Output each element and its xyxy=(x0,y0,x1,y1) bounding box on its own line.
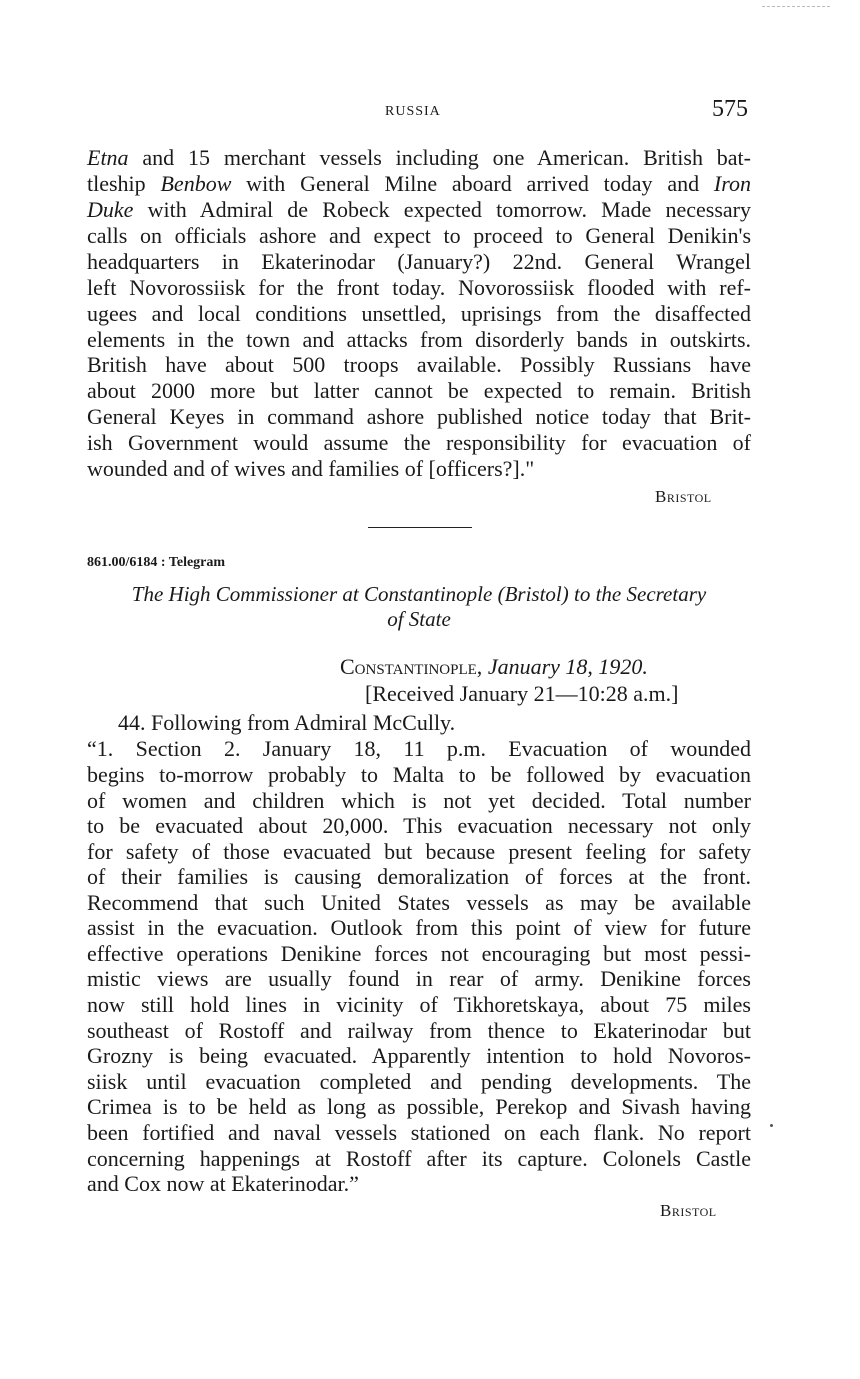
telegram-line-14: siisk until evacuation completed and pending developments. The xyxy=(87,1069,751,1094)
signature: Bristol xyxy=(660,1201,717,1220)
body-line-3: Duke with Admiral de Robeck expected tomorrow. Made necessary xyxy=(87,197,751,222)
scan-edge-mark xyxy=(762,6,830,7)
telegram-line-11: now still hold lines in vicinity of Tikhoretskaya, about 75 miles xyxy=(87,992,751,1017)
body-line-8: elements in the town and attacks from disorderly bands in outskirts. xyxy=(87,327,751,352)
received-note: [Received January 21—10:28 a.m.] xyxy=(365,681,679,706)
telegram-line-16: been fortified and naval vessels stationed on each flank. No report xyxy=(87,1120,751,1145)
telegram-line-3: of women and children which is not yet decided. Total number xyxy=(87,788,751,813)
document-heading: The High Commissioner at Constantinople (Bristol) to the Secretary xyxy=(131,582,707,606)
signature: Bristol xyxy=(655,487,712,506)
body-line-2: tleship Benbow with General Milne aboard arrived today and Iron xyxy=(87,171,751,196)
ship-name: Benbow xyxy=(160,171,232,196)
opening-line: 44. Following from Admiral McCully. xyxy=(118,710,456,735)
telegram-line-10: mistic views are usually found in rear of army. Denikine forces xyxy=(87,966,751,991)
running-head: RUSSIA xyxy=(385,104,441,119)
body-line-6: left Novorossiisk for the front today. Novorossiisk flooded with ref- xyxy=(87,275,751,300)
telegram-line-5: for safety of those evacuated but because present feeling for safety xyxy=(87,839,751,864)
document-heading-continued: of State xyxy=(387,607,451,631)
dateline xyxy=(340,654,648,680)
body-line-10: about 2000 more but latter cannot be expected to remain. British xyxy=(87,378,751,403)
telegram-line-1: “1. Section 2. January 18, 11 p.m. Evacuation of wounded xyxy=(87,736,751,761)
ship-name: Iron xyxy=(713,171,751,196)
section-divider xyxy=(368,527,472,528)
telegram-line-7: Recommend that such United States vessels as may be available xyxy=(87,890,751,915)
body-line-5: headquarters in Ekaterinodar (January?) 22nd. General Wrangel xyxy=(87,249,751,274)
telegram-line-13: Grozny is being evacuated. Apparently intention to hold Novoros- xyxy=(87,1043,751,1068)
telegram-line-9: effective operations Denikine forces not encouraging but most pessi- xyxy=(87,941,751,966)
telegram-line-8: assist in the evacuation. Outlook from this point of view for future xyxy=(87,915,751,940)
body-line-4: calls on officials ashore and expect to proceed to General Denikin's xyxy=(87,223,751,248)
ship-name: Duke xyxy=(87,197,134,222)
print-speck xyxy=(770,1124,773,1127)
file-reference: 861.00/6184 : Telegram xyxy=(87,555,226,570)
telegram-line-4: to be evacuated about 20,000. This evacuation necessary not only xyxy=(87,813,751,838)
body-line-12: ish Government would assume the responsibility for evacuation of xyxy=(87,430,751,455)
telegram-line-2: begins to-morrow probably to Malta to be followed by evacuation xyxy=(87,762,751,787)
ship-name: Etna xyxy=(87,145,129,170)
page-number: 575 xyxy=(712,96,748,122)
body-line-9: British have about 500 troops available. Possibly Russians have xyxy=(87,352,751,377)
telegram-line-12: southeast of Rostoff and railway from thence to Ekaterinodar but xyxy=(87,1018,751,1043)
telegram-line-18: and Cox now at Ekaterinodar.” xyxy=(87,1171,359,1196)
telegram-line-6: of their families is causing demoralization of forces at the front. xyxy=(87,864,751,889)
telegram-line-17: concerning happenings at Rostoff after its capture. Colonels Castle xyxy=(87,1146,751,1171)
body-line-7: ugees and local conditions unsettled, uprisings from the disaffected xyxy=(87,301,751,326)
body-line-13: wounded and of wives and families of [officers?]." xyxy=(87,456,535,481)
dateline-place: Constantinople, xyxy=(340,654,483,679)
body-line-1: Etna and 15 merchant vessels including one American. British bat- xyxy=(87,145,751,170)
body-line-11: General Keyes in command ashore published notice today that Brit- xyxy=(87,404,751,429)
telegram-line-15: Crimea is to be held as long as possible, Perekop and Sivash having xyxy=(87,1094,751,1119)
dateline-date: January 18, 1920. xyxy=(487,654,648,679)
